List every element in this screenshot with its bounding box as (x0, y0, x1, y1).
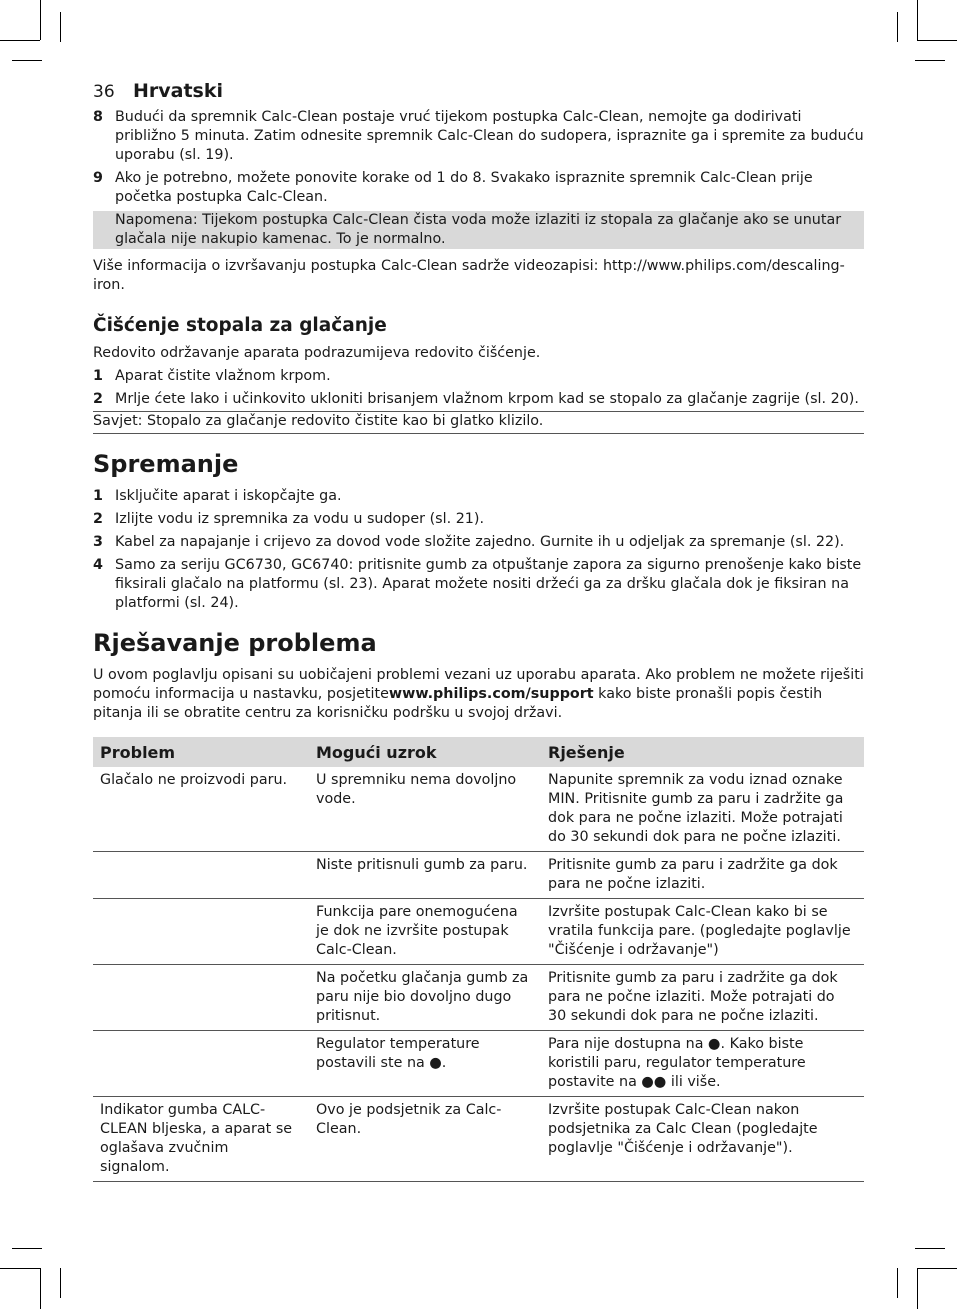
step-number: 3 (93, 534, 103, 550)
cell-cause: Na početku glačanja gumb za paru nije bio dovoljno dugo pritisnut. (309, 965, 541, 1031)
section-title-cleaning: Čišćenje stopala za glačanje (93, 315, 387, 336)
step-text: Samo za seriju GC6730, GC6740: pritisnite gumb za otpuštanje zapora za sigurno prenošenje kako biste fiksirali glačalo na platformu (sl. 23). Aparat možete nositi držeći ga za dršku glačala dok je fiksiran na platformi (sl. 24). (115, 557, 862, 611)
language-label: Hrvatski (133, 80, 224, 102)
step-number: 2 (93, 391, 103, 407)
cell-solution: Izvršite postupak Calc-Clean nakon podsjetnika za Calc Clean (pogledajte poglavlje "Čišćenje i održavanje"). (541, 1097, 864, 1182)
page-number: 36 (93, 82, 115, 102)
table-header-row (93, 737, 864, 767)
page-content (93, 80, 864, 1182)
step-text: Budući da spremnik Calc-Clean postaje vruć tijekom postupka Calc-Clean, nemojte ga dodirivati približno 5 minuta. Zatim odnesite spremnik Calc-Clean do sudopera, ispraznite ga i spremite za buduću uporabu (sl. 19). (115, 109, 864, 163)
cell-cause: Funkcija pare onemogućena je dok ne izvršite postupak Calc-Clean. (309, 899, 541, 965)
crop-mark (915, 60, 945, 61)
step-text: Izlijte vodu iz spremnika za vodu u sudoper (sl. 21). (115, 511, 485, 527)
column-header-problem: Problem (93, 737, 309, 767)
step-text: Mrlje ćete lako i učinkovito ukloniti brisanjem vlažnom krpom kad se stopalo za glačanje zagrije (sl. 20). (115, 391, 859, 407)
column-header-solution: Rješenje (541, 737, 864, 767)
crop-mark (897, 12, 898, 42)
list-item (93, 367, 864, 386)
tip-box: Savjet: Stopalo za glačanje redovito čistite kao bi glatko klizilo. (93, 411, 864, 434)
cell-cause: U spremniku nema dovoljno vode. (309, 767, 541, 852)
table-row (93, 899, 864, 965)
table-row (93, 767, 864, 852)
cell-problem (93, 899, 309, 965)
cell-solution: Pritisnite gumb za paru i zadržite ga dok para ne počne izlaziti. Može potrajati do 30 sekundi dok para ne počne izlaziti. (541, 965, 864, 1031)
crop-mark (917, 0, 918, 40)
crop-mark (897, 1268, 898, 1298)
step-text: Isključite aparat i iskopčajte ga. (115, 488, 342, 504)
cell-problem: Glačalo ne proizvodi paru. (93, 767, 309, 852)
list-item (93, 533, 864, 552)
section-title-troubleshooting: Rješavanje problema (93, 629, 377, 657)
note-box: Napomena: Tijekom postupka Calc-Clean čista voda može izlaziti iz stopala za glačanje ako se unutar glačala nije nakupio kamenac. To je normalno. (93, 211, 864, 249)
table-row (93, 1031, 864, 1097)
section-title-storage: Spremanje (93, 450, 239, 478)
cell-problem: Indikator gumba CALC-CLEAN bljeska, a aparat se oglašava zvučnim signalom. (93, 1097, 309, 1182)
cell-problem (93, 852, 309, 899)
crop-mark (12, 1248, 42, 1249)
table-row (93, 965, 864, 1031)
cell-cause: Regulator temperature postavili ste na ●. (309, 1031, 541, 1097)
troubleshooting-table (93, 737, 864, 1182)
step-number: 1 (93, 368, 103, 384)
step-number: 8 (93, 109, 103, 125)
step-text: Aparat čistite vlažnom krpom. (115, 368, 331, 384)
crop-mark (40, 0, 41, 40)
crop-mark (917, 1268, 918, 1309)
step-text: Kabel za napajanje i crijevo za dovod vode složite zajedno. Gurnite ih u odjeljak za spremanje (sl. 22). (115, 534, 845, 550)
list-item (93, 390, 864, 409)
step-number: 9 (93, 170, 103, 186)
crop-mark (12, 60, 42, 61)
cell-solution: Napunite spremnik za vodu iznad oznake MIN. Pritisnite gumb za paru i zadržite ga dok para ne počne izlaziti. Može potrajati do 30 sekundi dok para ne počne izlaziti. (541, 767, 864, 852)
step-number: 2 (93, 511, 103, 527)
intro-text: kako biste pronašli popis čestih pitanja ili se obratite centru za korisničku podršku u svojoj državi. (93, 686, 823, 721)
table-row (93, 1097, 864, 1182)
list-item (93, 108, 864, 165)
crop-mark (917, 1268, 957, 1269)
cell-problem (93, 1031, 309, 1097)
crop-mark (0, 1268, 40, 1269)
cleaning-intro: Redovito održavanje aparata podrazumijeva redovito čišćenje. (93, 345, 541, 361)
crop-mark (40, 1268, 41, 1309)
list-item (93, 510, 864, 529)
step-number: 4 (93, 557, 103, 573)
support-link[interactable]: www.philips.com/support (388, 686, 594, 702)
cell-cause: Ovo je podsjetnik za Calc-Clean. (309, 1097, 541, 1182)
list-item (93, 556, 864, 613)
cell-solution: Izvršite postupak Calc-Clean kako bi se vratila funkcija pare. (pogledajte poglavlje "Čišćenje i održavanje") (541, 899, 864, 965)
cell-cause: Niste pritisnuli gumb za paru. (309, 852, 541, 899)
intro-text: U ovom poglavlju opisani su uobičajeni problemi vezani uz uporabu aparata. Ako problem ne možete riješiti pomoću informacija u nastavku, posjetite (93, 667, 864, 702)
crop-mark (60, 12, 61, 42)
crop-mark (60, 1268, 61, 1298)
crop-mark (915, 1248, 945, 1249)
troubleshooting-intro (93, 666, 864, 723)
table-row (93, 852, 864, 899)
list-item (93, 487, 864, 506)
step-number: 1 (93, 488, 103, 504)
cell-solution: Pritisnite gumb za paru i zadržite ga dok para ne počne izlaziti. (541, 852, 864, 899)
more-info-text: Više informacija o izvršavanju postupka Calc-Clean sadrže videozapisi: http://www.philips.com/descaling-iron. (93, 258, 845, 293)
page-header (93, 80, 864, 102)
crop-mark (0, 40, 40, 41)
cell-solution: Para nije dostupna na ●. Kako biste koristili paru, regulator temperature postavite na ●● ili više. (541, 1031, 864, 1097)
crop-mark (917, 40, 957, 41)
cell-problem (93, 965, 309, 1031)
step-text: Ako je potrebno, možete ponovite korake od 1 do 8. Svakako ispraznite spremnik Calc-Clean prije početka postupka Calc-Clean. (115, 170, 813, 205)
column-header-cause: Mogući uzrok (309, 737, 541, 767)
list-item (93, 169, 864, 207)
